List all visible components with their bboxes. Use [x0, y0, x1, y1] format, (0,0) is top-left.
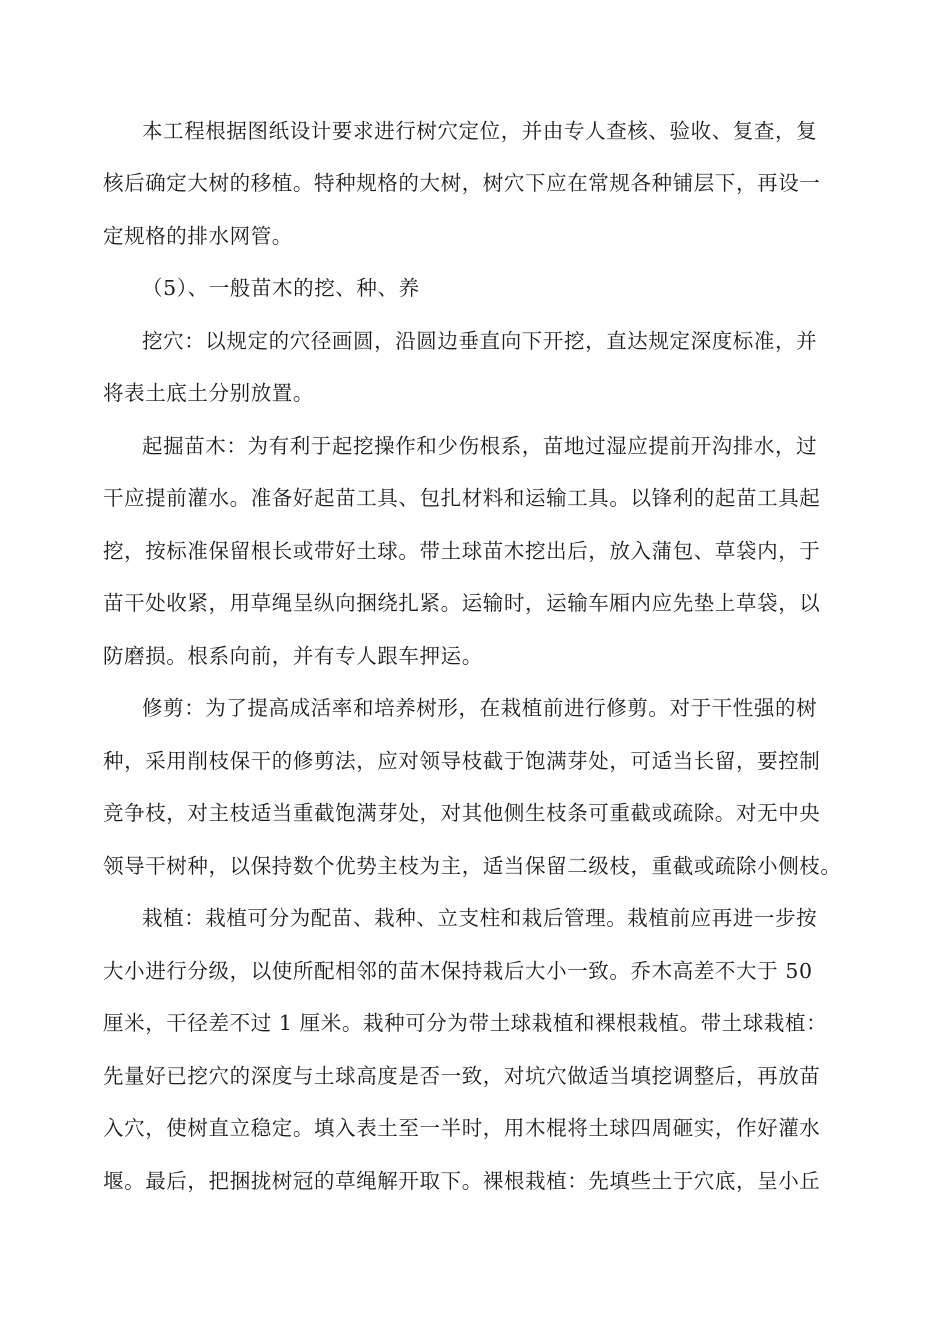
text-line: 竞争枝，对主枝适当重截饱满芽处，对其他侧生枝条可重截或疏除。对无中央 — [103, 801, 821, 825]
text-line: 入穴，使树直立稳定。填入表土至一半时，用木棍将土球四周砸实，作好灌水 — [103, 1116, 821, 1140]
text-line: 领导干树种，以保持数个优势主枝为主，适当保留二级枝，重截或疏除小侧枝。 — [103, 854, 842, 878]
text-line: 起掘苗木：为有利于起挖操作和少伤根系，苗地过湿应提前开沟排水，过 — [142, 434, 818, 458]
text-line: 将表土底土分别放置。 — [103, 381, 314, 405]
text-line: 苗干处收紧，用草绳呈纵向捆绕扎紧。运输时，运输车厢内应先垫上草袋，以 — [103, 591, 821, 615]
text-line: 核后确定大树的移植。特种规格的大树，树穴下应在常规各种铺层下，再设一 — [103, 171, 821, 195]
text-line: 挖穴：以规定的穴径画圆，沿圆边垂直向下开挖，直达规定深度标准，并 — [142, 329, 818, 353]
text-line: 本工程根据图纸设计要求进行树穴定位，并由专人查核、验收、复查，复 — [142, 119, 818, 143]
text-line: 堰。最后，把捆拢树冠的草绳解开取下。裸根栽植：先填些土于穴底，呈小丘 — [103, 1169, 821, 1193]
text-line: 栽植：栽植可分为配苗、栽种、立支柱和栽后管理。栽植前应再进一步按 — [142, 906, 818, 930]
text-line: 先量好已挖穴的深度与土球高度是否一致，对坑穴做适当填挖调整后，再放苗 — [103, 1064, 821, 1088]
text-line: 厘米，干径差不过 1 厘米。栽种可分为带土球栽植和裸根栽植。带土球栽植： — [103, 1011, 828, 1035]
text-line: 大小进行分级，以使所配相邻的苗木保持栽后大小一致。乔木高差不大于 50 — [103, 959, 813, 983]
text-line: 定规格的排水网管。 — [103, 224, 293, 248]
text-line: 修剪：为了提高成活率和培养树形，在栽植前进行修剪。对于干性强的树 — [142, 696, 818, 720]
text-line: 种，采用削枝保干的修剪法，应对领导枝截于饱满芽处，可适当长留，要控制 — [103, 749, 821, 773]
text-line: 干应提前灌水。准备好起苗工具、包扎材料和运输工具。以锋利的起苗工具起 — [103, 486, 821, 510]
section-heading: （5）、一般苗木的挖、种、养 — [142, 276, 420, 300]
text-line: 挖，按标准保留根长或带好土球。带土球苗木挖出后，放入蒲包、草袋内，于 — [103, 539, 821, 563]
text-line: 防磨损。根系向前，并有专人跟车押运。 — [103, 644, 483, 668]
